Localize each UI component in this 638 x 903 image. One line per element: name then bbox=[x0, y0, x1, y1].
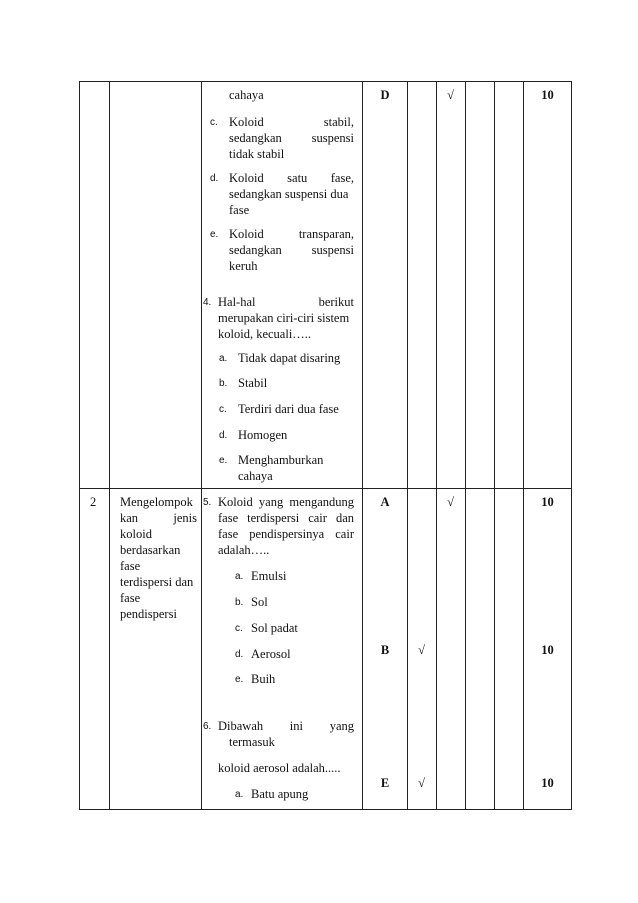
q3-option-c-mark: c. bbox=[210, 117, 218, 128]
q6-check-mark: √ bbox=[418, 776, 425, 790]
row-divider bbox=[79, 488, 571, 489]
q4-option-e-mark: e. bbox=[219, 455, 228, 466]
q4-option-a-text: Tidak dapat disaring bbox=[238, 351, 341, 365]
q5-stem-line1: Koloid yang mengandung bbox=[218, 495, 354, 509]
q4-option-d-mark: d. bbox=[219, 430, 228, 441]
q5-option-b-text: Sol bbox=[251, 595, 268, 609]
table-top-border bbox=[79, 81, 571, 82]
q5-option-c-mark: c. bbox=[235, 623, 243, 634]
score-b: 10 bbox=[541, 643, 554, 657]
q6-option-a-mark: a. bbox=[235, 789, 244, 800]
col-line-2 bbox=[201, 81, 202, 810]
q3-option-c-line1: Koloid stabil, bbox=[229, 115, 354, 129]
col-line-7 bbox=[494, 81, 495, 810]
col-line-6 bbox=[465, 81, 466, 810]
q5-stem-line4: adalah….. bbox=[218, 543, 270, 557]
q5-option-d-mark: d. bbox=[235, 649, 244, 660]
q3-answer-key: D bbox=[380, 88, 390, 102]
q3-option-d-mark: d. bbox=[210, 173, 219, 184]
indicator-line3: koloid bbox=[120, 527, 152, 541]
q5-stem-line3: fase pendispersinya cair bbox=[218, 527, 354, 541]
col-line-5 bbox=[436, 81, 437, 810]
q5-stem-line2: fase terdispersi cair dan bbox=[218, 511, 354, 525]
q5-number: 5. bbox=[203, 497, 212, 508]
col-line-3 bbox=[362, 81, 363, 810]
q6-option-a-text: Batu apung bbox=[251, 787, 309, 801]
q4-option-e-text-line2: cahaya bbox=[238, 469, 273, 483]
q3-option-e-line2: sedangkan suspensi bbox=[229, 243, 354, 257]
q5-option-e-text: Buih bbox=[251, 672, 276, 686]
q3-option-e-line1: Koloid transparan, bbox=[229, 227, 354, 241]
q3-option-d-line1: Koloid satu fase, bbox=[229, 171, 354, 185]
q3-option-c-line3: tidak stabil bbox=[229, 147, 285, 161]
indicator-line6: terdispersi dan bbox=[120, 575, 194, 589]
q4-option-c-text: Terdiri dari dua fase bbox=[238, 402, 339, 416]
col-line-9 bbox=[571, 81, 572, 810]
col-line-1 bbox=[109, 81, 110, 810]
q3-option-d-line2: sedangkan suspensi dua bbox=[229, 187, 349, 201]
q4-stem-line2: merupakan ciri-ciri sistem bbox=[218, 311, 350, 325]
table-bottom-border bbox=[79, 809, 571, 810]
q3-option-d-line3: fase bbox=[229, 203, 250, 217]
answer-key-b: B bbox=[380, 643, 390, 657]
q3-score: 10 bbox=[541, 88, 554, 102]
row-number: 2 bbox=[90, 495, 97, 509]
q3-option-c-line2: sedangkan suspensi bbox=[229, 131, 354, 145]
col-line-4 bbox=[407, 81, 408, 810]
q5-score: 10 bbox=[541, 495, 554, 509]
q6-score: 10 bbox=[541, 776, 554, 790]
q3-check-mark: √ bbox=[447, 88, 454, 102]
col-line-8 bbox=[523, 81, 524, 810]
q4-option-c-mark: c. bbox=[219, 404, 227, 415]
q4-option-b-text: Stabil bbox=[238, 376, 268, 390]
q6-stem-line1: Dibawah ini yang bbox=[218, 719, 354, 733]
indicator-line1: Mengelompok bbox=[120, 495, 193, 509]
q5-option-c-text: Sol padat bbox=[251, 621, 298, 635]
q6-stem-line3: koloid aerosol adalah..... bbox=[218, 761, 341, 775]
q6-number: 6. bbox=[203, 721, 212, 732]
q5-option-a-mark: a. bbox=[235, 571, 244, 582]
q5-option-b-mark: b. bbox=[235, 597, 244, 608]
indicator-line7: fase bbox=[120, 591, 141, 605]
indicator-line8: pendispersi bbox=[120, 607, 177, 621]
q5-check-mark: √ bbox=[447, 495, 454, 509]
q6-stem-line2: termasuk bbox=[229, 735, 275, 749]
q3-option-tail: cahaya bbox=[229, 88, 264, 102]
q4-option-d-text: Homogen bbox=[238, 428, 288, 442]
q5-option-d-text: Aerosol bbox=[251, 647, 291, 661]
indicator-line4: berdasarkan bbox=[120, 543, 181, 557]
q5-answer-key: A bbox=[380, 495, 390, 509]
q4-option-e-text: Menghamburkan bbox=[238, 453, 324, 467]
q4-number: 4. bbox=[203, 297, 212, 308]
q3-option-e-mark: e. bbox=[210, 229, 219, 240]
indicator-line5: fase bbox=[120, 559, 141, 573]
check-mark-b: √ bbox=[418, 643, 425, 657]
q4-option-a-mark: a. bbox=[219, 353, 228, 364]
q5-option-a-text: Emulsi bbox=[251, 569, 287, 583]
q4-stem-line1: Hal-hal berikut bbox=[218, 295, 354, 309]
q3-option-e-line3: keruh bbox=[229, 259, 258, 273]
q5-option-e-mark: e. bbox=[235, 674, 244, 685]
indicator-line2: kan jenis bbox=[120, 511, 197, 525]
col-line-0 bbox=[79, 81, 80, 810]
q4-stem-line3: koloid, kecuali….. bbox=[218, 327, 312, 341]
q6-answer-key: E bbox=[380, 776, 390, 790]
q4-option-b-mark: b. bbox=[219, 378, 228, 389]
